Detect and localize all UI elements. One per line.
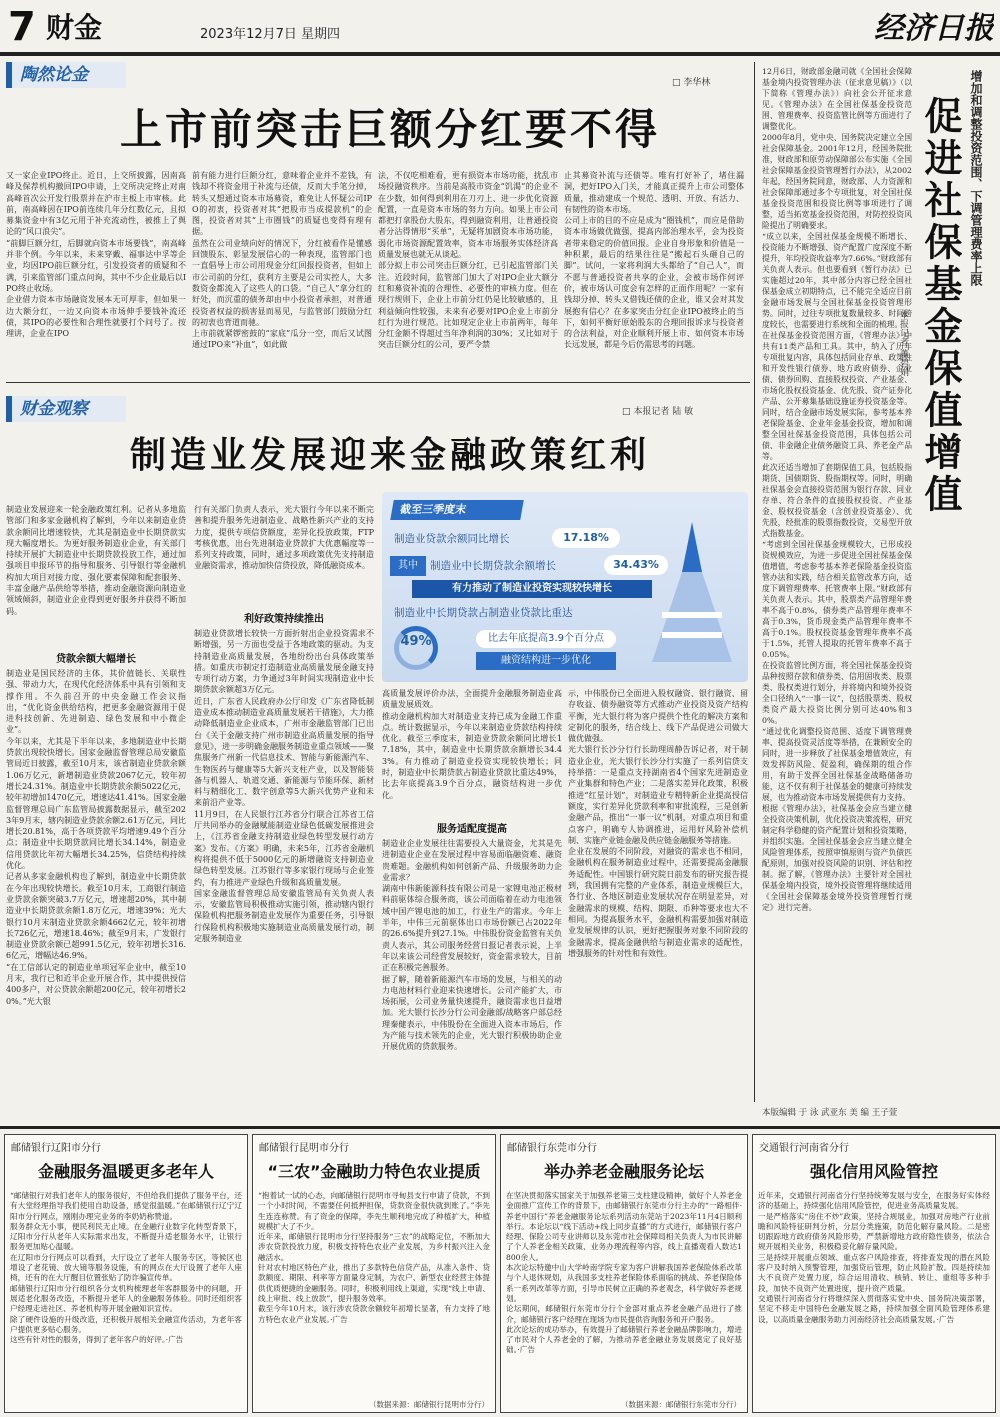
- feature-headline: 制造业发展迎来金融政策红利: [129, 435, 650, 476]
- info-value-2: 34.43%: [604, 555, 668, 575]
- right-divider: [754, 62, 755, 1102]
- bottom-rule: [0, 1126, 1000, 1129]
- page-number: 7: [8, 4, 36, 50]
- info-banner-1: 有力推动了制造业投资实现较快增长: [412, 580, 652, 598]
- subhead-policy: 利好政策持续推出: [244, 614, 324, 625]
- info-qizhong: 其中: [390, 556, 426, 576]
- info-label-2: 制造业中长期贷款余额增长: [430, 560, 556, 572]
- header-rule: [0, 52, 1000, 56]
- feature-col-1a: 制造业发展迎来一轮金融政策红利。记者从多地监管部门和多家金融机构了解到，今年以来制造业贷款余额同比增速较快，尤其是制造业中长期贷款实现大幅度增长。为更好服务制造业企业，有关部门持续开展扩大制造业中长期贷款投放工作，通过加强项目申报环节的指导和服务、引导银行等金融机构加大项目对接力度、强化要素保障和配套服务、丰富金融产品供给等举措，推动金融资源向制造业领域倾斜，制造业企业得到更好服务并获得不断加码。: [6, 505, 186, 616]
- divider: [6, 382, 750, 383]
- right-headline: 促进社保基金保值增值: [918, 96, 962, 516]
- column-tag-taoran: 陶然论金: [6, 62, 126, 88]
- comment-col-3: 法，不仅吃相难看，更有损资本市场功能，扰乱市场投融资秩序。当前是高股市资金“饥渴”的企业不在少数，如何得到利用在刀刃上、进一步优化资源配置，一直是资本市场的努力方向。如果上市公司都把打拿股份大股东，得到融资利用，让普通投资者分沾得情形“买单”，无疑将加剧资本市场功能，弱化市场资源配置效率，资本市场服务实体经济高质量发展也就无从谈起。 部分拟上市公司突击巨额分红，已引起监管部门关注。近段时间，监管部门加大了对IPO企业大额分红和募资补流的合理性、必要性的审核力度。但在现行规则下，企业上市前分红仍是比较敏感的，且利益倾向性较强，未来有必要对IPO企业上市前分红行为进行规范。比如现定企业上市前两年，每年分红金额不得超过当年净利润的30%；又比如对于突击巨额分红的公司，要严令禁: [378, 171, 558, 350]
- ad-box-dongguan: 邮储银行东莞市分行 举办养老金融服务论坛 在坚决贯彻落实国家关于加强养老第三支柱建设精神，做好个人养老金金面推广宣传工作的背景下，由邮储银行东莞市分行主办的“一路相伴·养老中国行”养老金融服务论坛系列活动东莞站于2023年11月4日顺利举行。本论坛以“线下活动+线上同步直播”的方式进行，邮储银行客户经理、保险公司专业讲师以及东莞市社会保障局相关负责人为市民讲解了个人养老金相关政策、业务办理流程等内容，线上直播观看人数达1800余人。 本次论坛特邀中山大学岭南学院专家为客户讲解我国养老保险体系改革与个人退休规划，从我国多支柱养老保险体系面临的挑战、养老保险体系一系列改革等方面，引导市民树立正确的养老观念，科学做好养老规划。 论坛期间，邮储银行东莞市分行个金部对重点养老金融产品进行了推介，邮储银行客户经理在现场为市民提供咨询服务和开户服务。 此次论坛的成功举办，有效提升了邮储银行养老金融品牌影响力，增进了市民对个人养老金的了解，为推动养老金融业务发展奠定了良好基础。·广告 （数据来源：邮储银行东莞市分行）: [500, 1134, 748, 1413]
- feature-col-1b: 制造业是国民经济的主体，其价值链长、关联性强、带动力大，在现代化经济体系中具有引领和支撑作用。不久前召开的中央金融工作会议指出，“优化资金供给结构，把更多金融资源用于促进科技创新、先进制造、绿色发展和中小微企业”。 今年以来，尤其是下半年以来，多地制造业中长期贷款出现较快增长。国家金融监督管理总局安徽监管局近日披露，截至10月末，该省制造业贷款余额1.06万亿元，新增制造业贷款2067亿元，较年初增长24.31%。制造业中长期贷款余额5022亿元，较年初增加1470亿元，增速达41.41%。国家金融监督管理总局广东监管局披露数据显示，截至2023年9月末，辖内制造业贷款余额2.61万亿元，同比增长20.81%，高于各项贷款平均增速9.49个百分点；制造业中长期贷款同比增长34.14%，制造业信用贷款比年初大幅增长34.25%，信贷结构持续优化。 记者从多家金融机构也了解到，制造业中长期贷款在今年出现较快增长。截至10月末，工商银行制造业贷款余额突破3.7万亿元，增速超20%，其中制造业中长期贷款余额1.8万亿元，增速39%；光大银行10月末制造业贷款余额4662亿元，较年初增长726亿元，增速18.46%；截至9月末，广发银行制造业贷款余额已超991.5亿元，较年初增长316.6亿元，增幅达46.9%。 “在工信部认定的制造业单项冠军企业中，截至10月末，我行已和近半企业开展合作，其中提供授信400多户，对公贷款余额超200亿元，较年初增长20%。”光大银: [6, 669, 186, 1006]
- info-value-3: 49%: [400, 634, 432, 649]
- infographic: [382, 492, 748, 682]
- comment-headline: 上市前突击巨额分红要不得: [120, 105, 661, 154]
- right-deck: 增加和调整投资范围、下调管理费率上限: [969, 70, 983, 286]
- comment-byline: □ 李华林: [672, 78, 711, 88]
- info-banner-2: 融资结构进一步优化: [476, 652, 616, 670]
- ad-box-henan: 交通银行河南省分行 强化信用风险管控 近年来，交通银行河南省分行坚持统筹发展与安全，在服务好实体经济的基础上，持续强化信用风险管控，促进业务高质量发展。 一是严格落实“房住不炒”政策，坚持合规展业，加强对房地产行业前瞻和风险特征研判分析，分层分类施策，防范化解存量风险。二是密切跟踪地方政府债务风险形势，严禁新增地方政府隐性债务，依法合规开展相关业务，积极稳妥化解存量风险。 三是持续开展重点领域、重点客户风险排查，将排查发现的潜在风险客户及时纳入预警管理，加强贷后管理，防止风险扩散。四是持续加大不良资产处置力度，综合运用清收、核销、转让、重组等多种手段，加快不良资产处置进度，提升资产质量。 交通银行河南省分行将继续深入贯彻落实党中央、国务院决策部署，坚定不移走中国特色金融发展之路，持续加强全面风险管理体系建设，以高质量金融服务助力河南经济社会高质量发展。·广告: [752, 1134, 996, 1413]
- comment-col-1: 又一家企业IPO终止。近日，上交所披露，因南高峰及保荐机构撤回IPO申请，上交所决定终止对南高峰首次公开发行股票并在沪市主板上市审核。此前，南高峰因在IPO前连续几年分红数亿元，且拟募集资金中有3亿元用于补充流动性，被推上了舆论的“风口浪尖”。 “前脚巨额分红，后脚就向资本市场要钱”，南高峰并非个例。今年以来，未来穿戴、福事达中孚等企业，均因IPO前巨额分红，引发投资者的质疑和不满，引来监管部门重点问询，其中不少企业最后以IPO终止收场。 企业借力资本市场融资发展本无可厚非，但如果一边大额分红，一边又向资本市场伸手要钱补流还债，其IPO的必要性和合理性就要打个问号了。按理讲，企业在IPO: [6, 171, 186, 339]
- feature-col-3a: 高质量发展评价办法，全面提升金融服务制造业高质量发展质效。 推动金融机构加大对制造业支持已成为金融工作重点。统计数据显示，今年以来制造业贷款结构持续优化。截至三季度末，制造业贷款余额同比增长17.18%，其中，制造业中长期贷款余额增长34.43%。有力推动了制造业投资实现较快增长；同时，制造业中长期贷款占制造业贷款比重达49%，比去年底提高3.9个百分点，融资结构进一步优化。: [382, 689, 562, 800]
- issue-date: 2023年12月7日 星期四: [200, 27, 341, 41]
- info-label-3: 制造业中长期贷款占制造业贷款比重达: [394, 607, 573, 619]
- right-article-body: 12月6日，财政部金融司就《全国社会保障基金境内投资管理办法（征求意见稿）》（以下简称《管理办法》）向社会公开征求意见。《管理办法》在全国社保基金投资范围、管理费率、投资监管比例等方面进行了调整优化。 2000年8月，党中央、国务院决定建立全国社会保障基金。2001年12月，经国务院批准，财政部和原劳动保障部公布实施《全国社会保障基金投资管理暂行办法》，从2002年起，经国务院同意，财政部、人力资源和社会保障部通过多个专项批复，对全国社保基金投资范围和投资比例等事项进行了调整，适当拓宽基金投资范围，对防控投资风险提出了明确要求。 “成立以来，全国社保基金规模不断增长、投资能力不断增强、资产配置广度深度不断提升，年均投资收益率为7.66%。”财政部有关负责人表示。但也要看到《暂行办法》已实施超过20年，其中部分内容已经全国社保基金成立初期特点，已不能完全适应目前金融市场发展与全国社保基金投资管理形势。同时，过往专项批复数量较多、时间跨度较长，也需要进行系统和全面的梳理。 在社保基金投资范围方面，《管理办法》中共有11类产品和工具。其中，纳入了历年专项批复内容，具体包括同业存单、政策性和开发性银行债券、地方政府债券、企业债、债券回购、直接股权投资、产业基金、市场化股权投资基金、优先股、资产证券化产品、公开募集基础设施证券投资基金等。同时，结合金融市场发展实际，参考基本养老保险基金、企业年金基金投资，增加和调整全国社保基金投资范围，具体包括公司债、非金融企业债务融资工具、养老金产品等。 此次还适当增加了套期保值工具，包括股指期货、国债期货、股指期权等。同时，明确社保基金会直接投资范围为银行存款、同业存单、符合条件的直接股权投资、产业基金、股权投资基金（含创业投资基金）、优先股，经批准的股票指数投资，交易型开放式指数基金。 “考虑到全国社保基金规模较大，已形成投资规模效应，为进一步促进全国社保基金保值增值，考虑参考基本养老保险基金投资监管办法和实践，结合相关监管改革方向，适度下调管理费率、托管费率上限。”财政部有关负责人表示。其中，股票类产品管理年费率不高于0.8%，债券类产品管理年费率不高于0.3%，货币现金类产品管理年费率不高于0.1%。股权投资基金管理年费率不高于1.5%，托管人提取的托管年费率不高于0.05%。 在投资监管比例方面，将全国社保基金投资品种按照存款和债券类、信用固收类、股票类、股权类进行划分，并将境内和境外投资全口径纳入“一事一议”，包括股票类、股权类资产最大投资比例分别可达40%和30%。 “通过优化调整投资范围、适度下调管理费率、提高投资灵活度等举措，在兼顾安全的同时，进一步释放了社保基金增值效应，有效发挥防风险、促盈利，确保期的组合作用，有助于发挥全国社保基金战略储备功能，这不仅有利于社保基金的健康可持续发展，也为推动资本市场发展提供有力支持。 根据《管理办法》，社保基金会应当建立健全投资决策机制，优化投资决策流程，研究制定科学稳健的资产配置计划和投资策略，并组织实施。全国社保基金会应当建立健全风险管理体系，按照审慎原则与资产负债匹配原则，加强对投资风险的识别、评估和控制。据了解，《管理办法》主要针对全国社保基金境内投资，境外投资管理将继续适用《全国社会保障基金境外投资管理暂行规定》进行完善。: [762, 67, 912, 912]
- comment-col-4: 止其募资补流与还债等。唯有打好补了，堵住漏洞，把好IPO入门关，才能真正提升上市公司整体质量，推动建成一个规范、透明、开放、有活力、有韧性的资本市场。 公司上市的目的不应是成为“圈钱机”，而应是借助资本市场做优做强，提高内部治理水平，会为投资者带来稳定的价值回报。企业自身形象和价值是一种积累，最后的结果往往是“搬起石头砸自己的脚”。试问，一家将利润大头都给了“自己人”，而不愿与普通投资者共享的企业，会被市场作何评价，被市场认可度会有怎样的正面作用呢？一家有钱却分掉、转头又借钱还债的企业，谁又会对其发展抱有信心？在多家突击分红企业IPO被终止的当下，如何平衡好原始股东的合理回报诉求与投资者的合法利益，对企业顺利开展上市、如何资本市场长远发展，都是今后仍需思考的问题。: [564, 171, 744, 350]
- feature-byline: □ 本报记者 陆 敏: [622, 407, 694, 417]
- newspaper-logo: 经济日报: [874, 11, 994, 46]
- section-title: 财金: [46, 11, 103, 44]
- editor-credits: 本版编辑 于 泳 武亚东 美 编 王子萱: [762, 1108, 898, 1118]
- column-tag-caijin: 财金观察: [6, 396, 126, 422]
- feature-col-3b: 制造业企业发展往往需要投入大量资金，尤其是先进制造业企业在发展过程中容易面临融资难、融资贵难题。金融机构如何创新产品、升级服务助力企业需求？ 湖南中伟新能源科技有限公司是一家锂电池正极材料前驱体综合服务商，该公司面临着在动力电池领域中国产锂电池的加工，行业生产的需求。今年上半年，中伟三元前驱体出口市场份额已占2022年的26.6%提升到27.1%。中伟股份资金监管有关负责人表示，其公司服务经营日报记者表示说，上半年以来该公司经营发展较好，资金需求较大，目前正在积极完善服务。 据了解，随着新能源汽车市场的发展，与相关的动力电池材料行业迎来快速增长。公司产能扩大，市场拓展，公司业务量快速提升，融资需求也日益增加。光大银行长沙分行公司金融部/战略客户部总经理秦健表示，中伟股份在全面进入资本市场后，作为产能与技术领先的企业，光大银行积极协助企业开展优质的贷款服务。: [382, 839, 562, 1052]
- info-label-4: 比去年底提高3.9个百分点: [476, 630, 616, 648]
- feature-col-4: 示，中伟股份已全面进入股权融资、银行融资、留存收益、债券融资等方式推动产业投资及资产结构平衡，光大银行将为客户提供个性化的解决方案和定制化的服务，结合线上、线下产品促进公司做大做优做强。 光大银行长沙分行行长助理周静告诉记者，对于制造业企业，光大银行长沙分行实施了一系列信贷支持举措：一是重点支持湖南省4个国家先进制造业产业集群和特色产业；二是落实差异化政策，积极推进“红星计划”，对制造业专精特新企业提高授信额度，实行差异化贷款利率和审批流程，三是创新金融产品，推出“一事一议”机制，对重点项目和重点客户，明确专人协调推进，运用好风险补偿机制、实施产业链金融及供应链金融服务等措施。 企业在发展的不同阶段，对融资的需求也不相同，金融机构在服务制造业过程中，还需要提高金融服务适配性。中国银行研究院日前发布的研究报告提到，我国拥有完整的产业体系，制造业规模巨大，各行业、各地区制造业发展状况存在明显差异，对金融需求的规模、结构、期限、币种等要求也大不相同。为提高服务水平，金融机构需要加强对制造业发展规律的认识，更好把握服务对象不同阶段的金融需求，提高金融供给与制造业需求的适配性，增强服务的针对性和有效性。: [568, 689, 748, 958]
- info-title: 截至三季度末: [390, 500, 524, 520]
- subhead-loans: 贷款余额大幅增长: [56, 654, 136, 665]
- feature-col-2b: 制造业贷款增长较快一方面折射出企业投资需求不断增强，另一方面也受益于各地政策的驱动。为支持制造业高质量发展，各地纷纷出台具体政策举措。如重庆市制定打造制造业高质量发展金融支持专项行动方案，力争通过3年时间实现制造业中长期贷款余额超3万亿元。 近日，广东省人民政府办公厅印发《广东省降低制造业成本推动制造业高质量发展若干措施》，大力推动降低制造业企业成本，广州市金融监管部门已出台《关于金融支持广州市制造业高质量发展的指导意见》，进一步明确金融服务制造业重点领域——聚焦服务广州新一代信息技术、智能与新能源汽车、生物医药与健康等5大新兴支柱产业，以及智能装备与机器人、轨道交通、新能源与节能环保、新材料与精细化工、数字创意等5大新兴优势产业和未来前沿产业等。 11月9日，在人民银行江苏省分行联合江苏省工信厅共同举办的金融赋能制造业绿色低碳发展推进会上，《江苏省金融支持制造业绿色转型发展行动方案》发布。《方案》明确，未来5年，江苏省金融机构将提供不低于5000亿元的新增融资支持制造业绿色转型发展。江苏银行等多家银行现场与企业签约，有力推进产业绿色升级和高质量发展。 国家金融监督管理总局安徽监管局有关负责人表示，安徽监管局积极推动实施引领，推动辖内银行保险机构把服务制造业发展作为重要任务，引导银行保险机构积极地实施制造业高质量发展行动，制定服务制造业: [194, 629, 374, 944]
- info-value-1: 17.18%: [552, 528, 620, 548]
- info-arrow-graphic: [642, 512, 742, 672]
- ad-box-liaoyang: 邮储银行辽阳市分行 金融服务温暖更多老年人 “邮储银行对我们老年人的服务很好，不但给我们提供了服务平台，还有大堂经理指导我们使用自助设备，感觉很温暖。”在邮储银行辽宁辽阳市分行网点，刚刚办理完业务的李奶奶称赞道。 服务群众无小事，便民利民无止境。在金融行业数字化转型背景下，辽阳市分行从老年人实际需求出发，不断提升适老服务水平，让银行服务更加贴心温暖。 在辽阳市分行网点可以看到，大厅设立了老年人服务专区，等候区也增设了老花镜、放大镜等服务设施，有的网点在大厅设置了老年人座椅，还有的在大厅醒目位置张贴了防诈骗宣传单。 邮储银行辽阳市分行组织各分支机构梳理老年客群服务中的问题，开展适老化服务改造，不断提升老年人的金融服务体验。同时还组织客户经理走进社区、养老机构等开展金融知识宣传。 除了硬件设施的升级改造，还积极开展相关金融宣传活动，为老年客户提供更多贴心服务。 这些有针对性的服务，得到了老年客户的好评。·广告: [4, 1134, 248, 1413]
- feature-col-2a: 行有关部门负责人表示，光大银行今年以来不断完善和提升服务先进制造业、战略性新兴产业的支持力度，提供专项信贷额度，差异化投放政策，FTP考核优惠，出台先进制造业贷款扩大优惠幅度等一系列支持政策，同时，通过多项政策优先支持制造业融资需求，推动加快信贷投放，降低融资成本。: [194, 505, 374, 571]
- comment-col-2: 前有能力进行巨额分红，意味着企业并不差钱，有钱却不将资金用于补流与还债，反而大手笔分掉，转头又想通过资本市场募资，难免让人怀疑公司IPO的初衷，投资者对其“把股市当成提款机”的企图，投资者对其“上市圈钱”的质疑也变得有理有据。 虽然在公司业绩向好的情况下，分红被看作是懂感回馈股东、彰显发展信心的一种表现，监管部门也一直倡导上市公司用现金分红回报投资者，但如上市公司前的分红，获利方主要是公司实控人，大多数资金都流入了这些人的口袋。“自己人”拿分红的好处，而沉重的债务却由中小投资者承担，对普通投资者权益的损害显而易见，与监管部门鼓励分红的初衷也背道而驰。 上市前就紧锣密鼓的“家底”瓜分一空，而后又试图通过IPO来“补血”，如此做: [192, 171, 372, 350]
- right-byline-visible: 本报记者 董碧娟: [898, 310, 908, 376]
- ad-box-kunming: 邮储银行昆明市分行 “三农”金融助力特色农业提质 “抱着试一试的心态，向邮储银行昆明市寻甸县支行申请了贷款，不到一个小时时间，不需要任何抵押担保，贷款资金很快就到账了。”李先生连连称赞。有了资金的保障，李先生顺利地完成了种植扩大，种植规模扩大了不少。 近年来，邮储银行昆明市分行坚持服务“三农”的战略定位，不断加大涉农贷款投放力度，积极支持特色农业产业发展，为乡村振兴注入金融活水。 针对农村地区特色产业，推出了多款特色信贷产品，从准入条件、贷款额度、期限、利率等方面量身定制，为农户、新型农业经营主体提供优质便捷的金融服务。同时，积极利用线上渠道，实现“线上申请、线上审批、线上放款”，提升服务效率。 截至今年10月末，该行涉农贷款余额较年初增长显著，有力支持了地方特色农业产业发展。·广告 （数据来源：邮储银行昆明市分行）: [252, 1134, 496, 1413]
- subhead-service: 服务适配度提高: [437, 824, 507, 835]
- info-label-1: 制造业贷款余额同比增长: [394, 533, 510, 545]
